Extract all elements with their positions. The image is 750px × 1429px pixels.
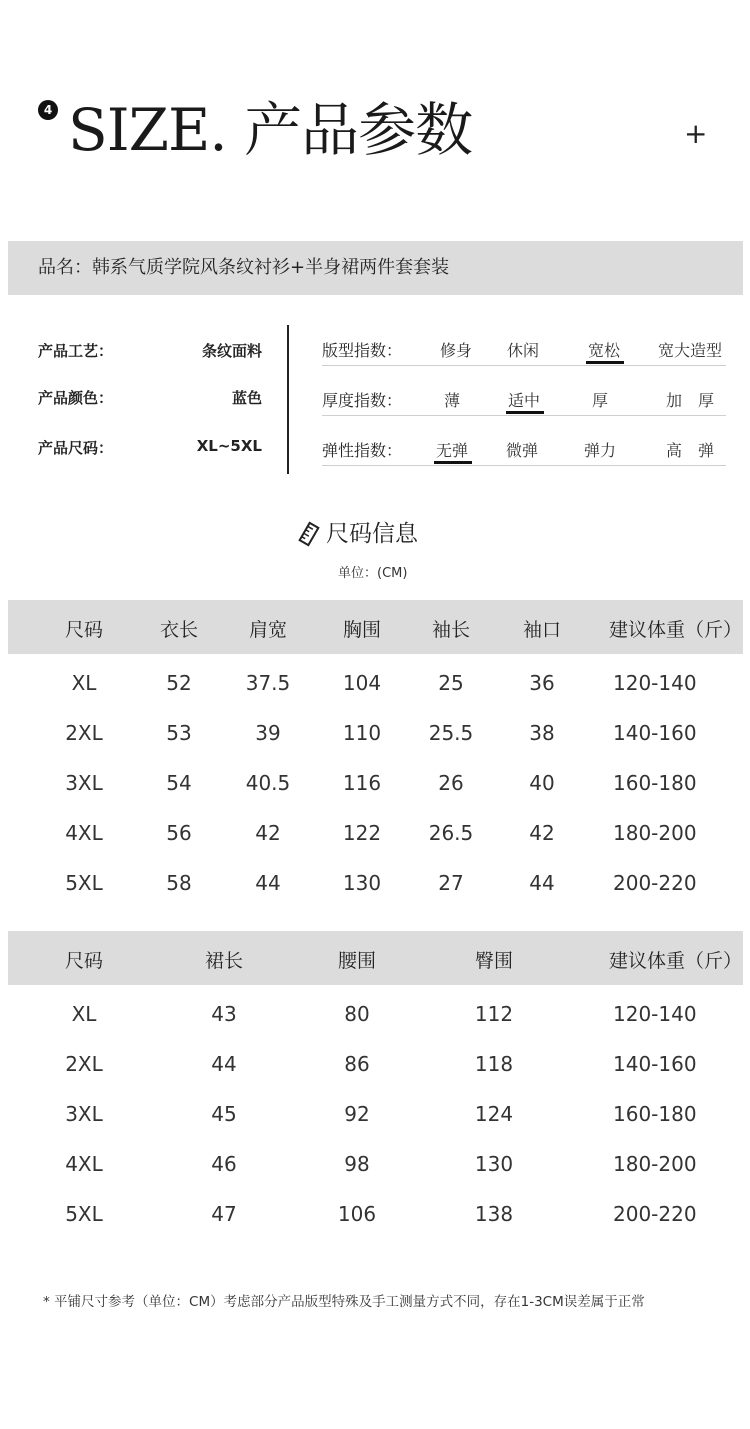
top-table-cell: 58: [166, 871, 192, 895]
row-divider: [322, 365, 726, 366]
top-table-cell: 38: [529, 721, 555, 745]
bottom-table-cell: 86: [344, 1052, 370, 1076]
top-table-cell: 25: [438, 671, 464, 695]
top-table-cell: 116: [342, 771, 382, 795]
top-table-cell: 4XL: [65, 821, 103, 845]
thickness-option: 加 厚: [665, 391, 714, 410]
footnote: * 平铺尺寸参考（单位：CM）考虑部分产品版型特殊及手工测量方式不同，存在1-3CM误差属于正常: [43, 1294, 645, 1310]
top-table-cell: 40: [529, 771, 555, 795]
elasticity-index-label: 弹性指数：: [322, 441, 403, 460]
bottom-table-cell: 180-200: [613, 1152, 697, 1176]
row-divider: [322, 415, 726, 416]
top-table-cell: 53: [166, 721, 192, 745]
bottom-table-cell: 120-140: [613, 1002, 697, 1026]
bottom-header-cell: 裙长: [204, 950, 243, 972]
fit-option: 休闲: [506, 341, 539, 360]
unit-label: 单位：(CM): [338, 566, 408, 581]
bottom-header-cell: 尺码: [64, 950, 103, 972]
top-table-cell: 26: [438, 771, 464, 795]
bottom-table-cell: 140-160: [613, 1052, 697, 1076]
bottom-header-cell: 建议体重（斤）: [609, 950, 743, 972]
top-header-cell: 衣长: [159, 619, 198, 641]
bottom-table-cell: 47: [211, 1202, 237, 1226]
top-table-cell: 104: [342, 671, 382, 695]
attr-size-label: 产品尺码：: [38, 439, 114, 457]
attr-craft-label: 产品工艺：: [38, 342, 114, 360]
attr-color-label: 产品颜色：: [38, 389, 114, 407]
top-table-cell: 52: [166, 671, 192, 695]
bottom-table-cell: 4XL: [65, 1152, 103, 1176]
top-table-cell: 42: [529, 821, 555, 845]
section-number-badge: 4: [38, 100, 58, 120]
page-title: SIZE. 产品参数: [68, 96, 473, 164]
bottom-table-cell: 124: [474, 1102, 514, 1126]
bottom-table-cell: 2XL: [65, 1052, 103, 1076]
bottom-table-cell: 118: [474, 1052, 514, 1076]
attr-craft-value: 条纹面料: [201, 342, 262, 360]
top-table-cell: XL: [71, 671, 97, 695]
attr-color-value: 蓝色: [231, 389, 262, 407]
bottom-table-cell: 80: [344, 1002, 370, 1026]
bottom-table-cell: 200-220: [613, 1202, 697, 1226]
bottom-table-cell: 160-180: [613, 1102, 697, 1126]
top-table-cell: 5XL: [65, 871, 103, 895]
fit-option: 修身: [439, 341, 472, 360]
fit-index-label: 版型指数：: [322, 341, 403, 360]
size-info-title: 尺码信息: [326, 521, 418, 547]
product-name: 品名：韩系气质学院风条纹衬衫+半身裙两件套套装: [38, 257, 450, 278]
bottom-table-cell: 46: [211, 1152, 237, 1176]
top-header-cell: 建议体重（斤）: [609, 619, 743, 641]
elasticity-option: 高 弹: [665, 441, 714, 460]
top-table-cell: 130: [342, 871, 382, 895]
fit-option: 宽大造型: [657, 341, 722, 360]
top-header-cell: 袖长: [431, 619, 470, 641]
top-table-cell: 27: [438, 871, 464, 895]
top-table-cell: 122: [342, 821, 382, 845]
bottom-table-cell: 44: [211, 1052, 237, 1076]
bottom-table-cell: 138: [474, 1202, 514, 1226]
top-header-cell: 尺码: [64, 619, 103, 641]
bottom-header-cell: 腰围: [337, 950, 376, 972]
top-table-cell: 160-180: [613, 771, 697, 795]
bottom-table-cell: 45: [211, 1102, 237, 1126]
top-table-cell: 42: [255, 821, 281, 845]
top-table-cell: 180-200: [613, 821, 697, 845]
plus-icon[interactable]: +: [684, 117, 708, 150]
top-table-cell: 44: [255, 871, 281, 895]
top-table-cell: 140-160: [613, 721, 697, 745]
bottom-table-cell: 3XL: [65, 1102, 103, 1126]
thickness-option: 适中: [507, 391, 540, 410]
top-header-cell: 袖口: [522, 619, 561, 641]
ruler-icon: [297, 521, 321, 551]
elasticity-option: 微弹: [505, 441, 538, 460]
bottom-table-cell: 92: [344, 1102, 370, 1126]
top-table-cell: 44: [529, 871, 555, 895]
thickness-option: 厚: [591, 391, 608, 410]
vertical-divider: [287, 325, 289, 474]
bottom-table-cell: XL: [71, 1002, 97, 1026]
row-divider: [322, 465, 726, 466]
top-table-cell: 36: [529, 671, 555, 695]
top-table-cell: 3XL: [65, 771, 103, 795]
fit-selected-mark: [586, 361, 624, 364]
top-table-cell: 110: [342, 721, 382, 745]
attr-size-value: XL~5XL: [196, 437, 262, 455]
elasticity-option: 弹力: [583, 441, 616, 460]
top-table-cell: 54: [166, 771, 192, 795]
thickness-index-label: 厚度指数：: [322, 391, 403, 410]
thickness-option: 薄: [443, 391, 460, 410]
bottom-table-cell: 130: [474, 1152, 514, 1176]
top-table-cell: 39: [255, 721, 281, 745]
bottom-table-cell: 5XL: [65, 1202, 103, 1226]
bottom-table-cell: 112: [474, 1002, 514, 1026]
top-table-cell: 37.5: [245, 671, 291, 695]
bottom-table-cell: 98: [344, 1152, 370, 1176]
bottom-table-cell: 43: [211, 1002, 237, 1026]
thickness-selected-mark: [506, 411, 544, 414]
elasticity-selected-mark: [434, 461, 472, 464]
top-table-cell: 2XL: [65, 721, 103, 745]
top-table-cell: 120-140: [613, 671, 697, 695]
top-table-cell: 200-220: [613, 871, 697, 895]
elasticity-option: 无弹: [435, 441, 468, 460]
product-name-bar: [8, 241, 743, 295]
top-table-cell: 40.5: [245, 771, 291, 795]
fit-option: 宽松: [587, 341, 620, 360]
top-header-cell: 胸围: [342, 619, 381, 641]
top-table-cell: 26.5: [428, 821, 474, 845]
bottom-table-cell: 106: [337, 1202, 377, 1226]
top-header-cell: 肩宽: [248, 619, 287, 641]
top-table-cell: 56: [166, 821, 192, 845]
top-table-cell: 25.5: [428, 721, 474, 745]
bottom-header-cell: 臀围: [474, 950, 513, 972]
